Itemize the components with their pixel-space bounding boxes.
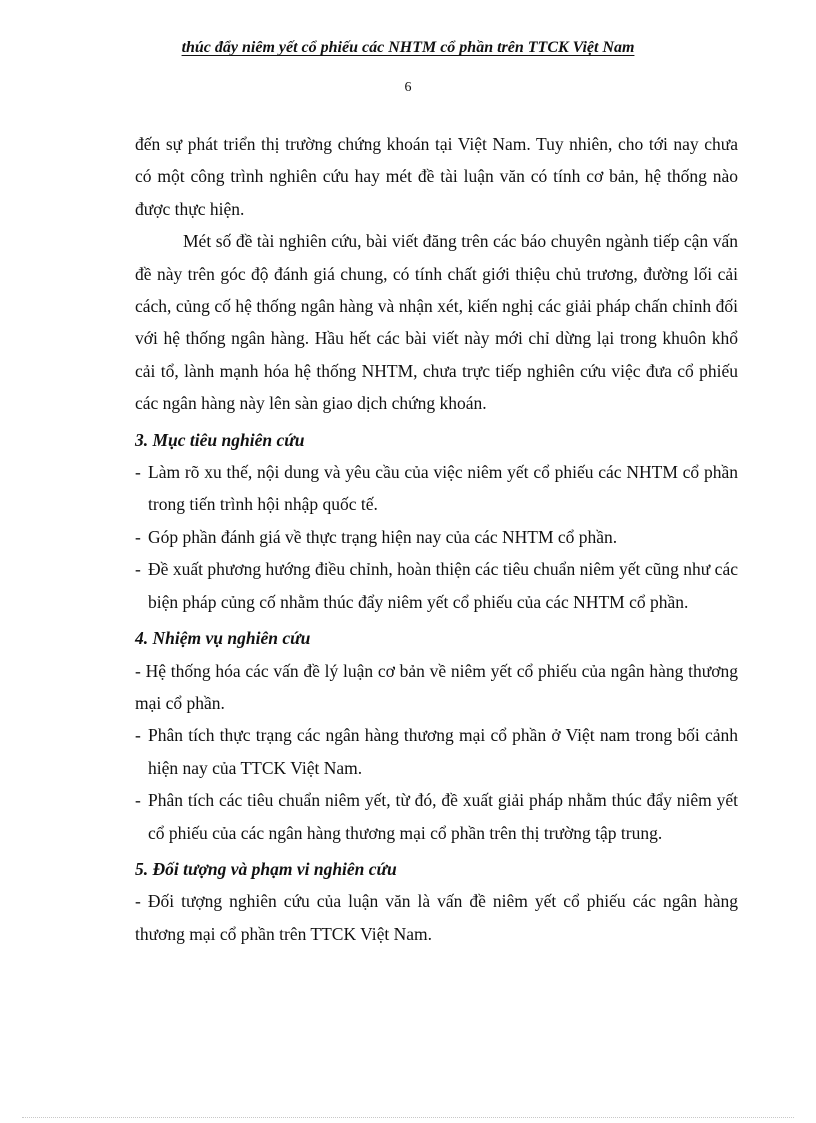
list-dash: - [135,462,141,483]
list-item [135,456,738,521]
list-item-text: Phân tích thực trạng các ngân hàng thương mại cổ phần ở Việt nam trong bối cảnh hiện nay của TTCK Việt Nam. [148,725,738,778]
intro-paragraph-1: đến sự phát triển thị trường chứng khoán tại Việt Nam. Tuy nhiên, cho tới nay chưa có một công trình nghiên cứu hay mét đề tài luận văn có tính cơ bản, hệ thống nào được thực hiện. [135,134,738,219]
footer-divider [22,1117,794,1118]
list-dash: - [135,559,141,580]
list-item [135,784,738,849]
list-item-text: Góp phần đánh giá về thực trạng hiện nay của các NHTM cổ phần. [148,526,618,547]
page-number: 6 [404,80,412,95]
list-item [135,521,738,553]
intro-paragraph-2: Mét số đề tài nghiên cứu, bài viết đăng trên các báo chuyên ngành tiếp cận vấn đề này trên góc độ đánh giá chung, có tính chất giới thiệu chủ trương, đường lối cải cách, củng cố hệ thống ngân hàng và nhận xét, kiến nghị các giải pháp chấn chỉnh đối với hệ thống ngân hàng. Hầu hết các bài viết này mới chỉ dừng lại trong khuôn khổ cải tổ, lành mạnh hóa hệ thống NHTM, chưa trực tiếp nghiên cứu việc đưa cổ phiếu các ngân hàng này lên sàn giao dịch chứng khoán. [135,231,738,414]
running-header-title: thúc đẩy niêm yết cổ phiếu các NHTM cổ phần trên TTCK Việt Nam [181,39,635,56]
section-4-heading: 4. Nhiệm vụ nghiên cứu [135,628,311,649]
running-header [0,38,816,58]
list-item-text: Đề xuất phương hướng điều chỉnh, hoàn thiện các tiêu chuẩn niêm yết cũng như các biện pháp củng cố nhằm thúc đẩy niêm yết cổ phiếu của các NHTM cổ phần. [148,559,738,612]
list-item [135,553,738,618]
list-dash: - [135,790,141,811]
section-5-lead: - Đối tượng nghiên cứu của luận văn là vấn đề niêm yết cổ phiếu các ngân hàng thương mại cổ phần trên TTCK Việt Nam. [135,891,738,944]
document-body [135,128,738,950]
list-dash: - [135,526,141,547]
section-3-list [135,456,738,618]
list-item-text: Làm rõ xu thế, nội dung và yêu cầu của việc niêm yết cổ phiếu các NHTM cổ phần trong tiến trình hội nhập quốc tế. [148,462,738,515]
section-4-lead: - Hệ thống hóa các vấn đề lý luận cơ bản về niêm yết cổ phiếu của ngân hàng thương mại cổ phần. [135,660,738,713]
list-item-text: Phân tích các tiêu chuẩn niêm yết, từ đó, đề xuất giải pháp nhằm thúc đẩy niêm yết cổ phiếu của các ngân hàng thương mại cổ phần trên thị trường tập trung. [148,790,738,843]
section-5-heading: 5. Đối tượng và phạm vi nghiên cứu [135,858,397,879]
list-dash: - [135,725,141,746]
section-4-list [135,719,738,849]
section-3-heading: 3. Mục tiêu nghiên cứu [135,429,305,450]
list-item [135,719,738,784]
